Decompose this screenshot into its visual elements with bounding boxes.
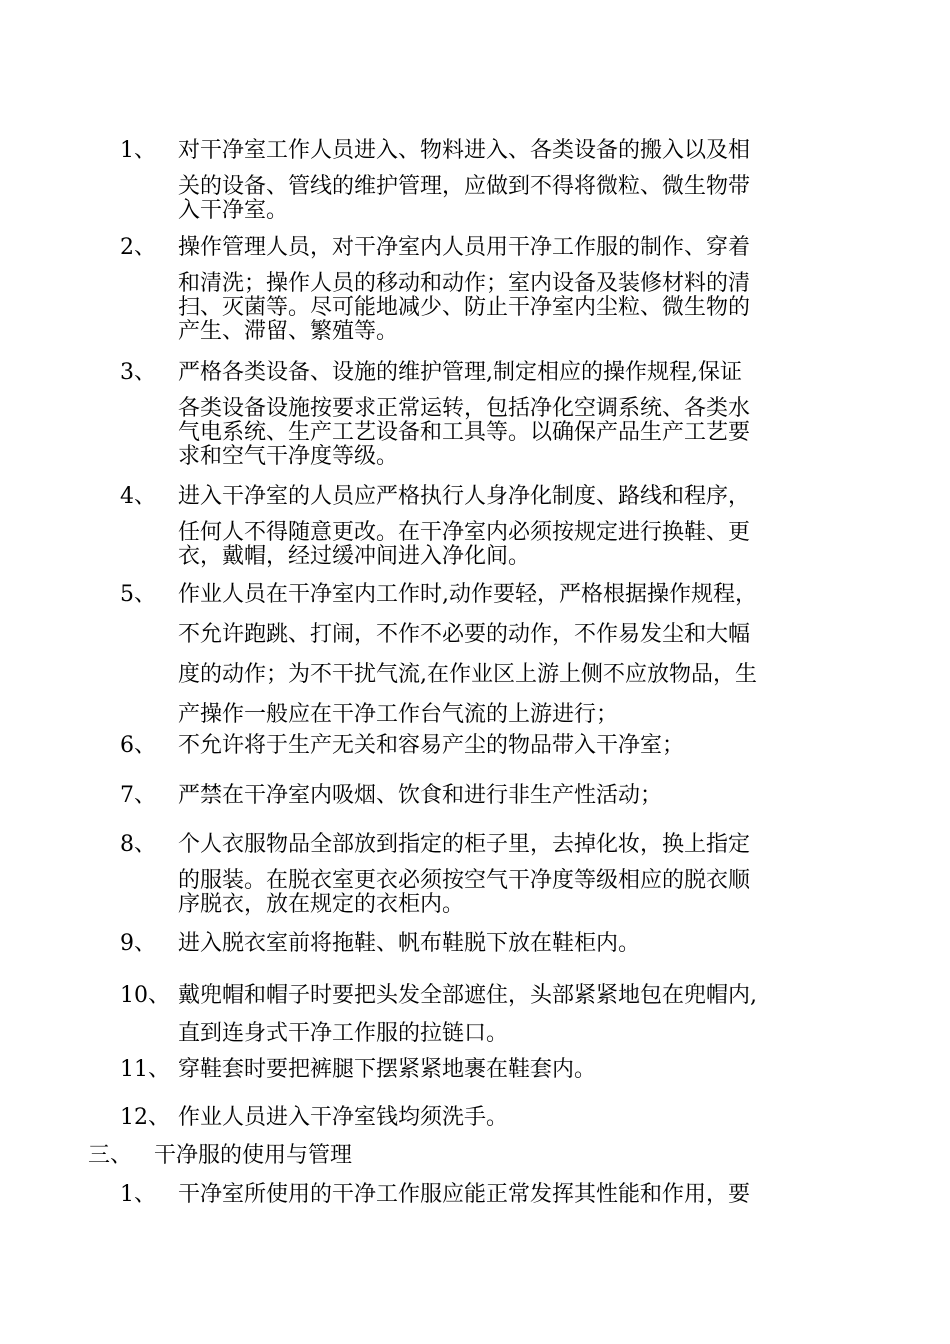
- text-line: 严格各类设备、设施的维护管理,制定相应的操作规程,保证: [178, 360, 742, 385]
- list-item-number: 3、: [120, 360, 156, 385]
- text-line: 操作管理人员，对干净室内人员用干净工作服的制作、穿着: [178, 235, 751, 260]
- text-line: 关的设备、管线的维护管理，应做到不得将微粒、微生物带: [178, 174, 751, 199]
- list-item-number: 7、: [120, 783, 156, 808]
- list-item-number: 10、: [120, 983, 170, 1008]
- text-line: 扫、灭菌等。尽可能地减少、防止干净室内尘粒、微生物的: [178, 295, 751, 320]
- list-item-text: [178, 731, 808, 761]
- list-item-number: 12、: [120, 1105, 170, 1130]
- list-item-number: 4、: [120, 484, 156, 509]
- text-line: 入干净室。: [178, 198, 289, 223]
- list-item-number: 5、: [120, 582, 156, 607]
- text-line: 不允许将于生产无关和容易产尘的物品带入干净室；: [178, 733, 685, 758]
- list-item-text: [178, 830, 808, 920]
- list-item-text: [178, 1103, 808, 1133]
- list-item-text: [178, 981, 808, 1049]
- list-item-text: [178, 1180, 808, 1210]
- text-line: 穿鞋套时要把裤腿下摆紧紧地裹在鞋套内。: [178, 1057, 597, 1082]
- list-item-text: [178, 929, 808, 959]
- section-number: 三、: [88, 1143, 133, 1168]
- text-line: 进入干净室的人员应严格执行人身净化制度、路线和程序，: [178, 484, 751, 509]
- text-line: 各类设备设施按要求正常运转，包括净化空调系统、各类水: [178, 396, 751, 421]
- text-line: 序脱衣，放在规定的衣柜内。: [178, 892, 465, 917]
- text-line: 对干净室工作人员进入、物料进入、各类设备的搬入以及相: [178, 138, 751, 163]
- list-item-number: 1、: [120, 138, 156, 163]
- text-line: 不允许跑跳、打闹，不作不必要的动作，不作易发尘和大幅: [178, 622, 751, 647]
- list-item-text: [178, 136, 808, 226]
- text-line: 进入脱衣室前将拖鞋、帆布鞋脱下放在鞋柜内。: [178, 931, 641, 956]
- text-line: 和清洗；操作人员的移动和动作；室内设备及装修材料的清: [178, 271, 751, 296]
- section-title: 干净服的使用与管理: [154, 1143, 353, 1168]
- text-line: 产操作一般应在干净工作台气流的上游进行；: [178, 702, 619, 727]
- list-item-text: [178, 580, 808, 730]
- list-item-number: 2、: [120, 235, 156, 260]
- text-line: 直到连身式干净工作服的拉链口。: [178, 1021, 509, 1046]
- text-line: 个人衣服物品全部放到指定的柜子里，去掉化妆，换上指定: [178, 832, 751, 857]
- text-line: 气电系统、生产工艺设备和工具等。以确保产品生产工艺要: [178, 420, 751, 445]
- list-item-number: 9、: [120, 931, 156, 956]
- text-line: 产生、滞留、繁殖等。: [178, 319, 399, 344]
- text-line: 度的动作；为不干扰气流,在作业区上游上侧不应放物品，生: [178, 662, 757, 687]
- list-item-text: [178, 1055, 808, 1085]
- text-line: 的服装。在脱衣室更衣必须按空气干净度等级相应的脱衣顺: [178, 868, 751, 893]
- text-line: 戴兜帽和帽子时要把头发全部遮住，头部紧紧地包在兜帽内,: [178, 983, 757, 1008]
- text-line: 严禁在干净室内吸烟、饮食和进行非生产性活动；: [178, 783, 663, 808]
- list-item-text: [178, 482, 808, 572]
- list-item-number: 1、: [120, 1182, 156, 1207]
- text-line: 作业人员在干净室内工作时,动作要轻，严格根据操作规程，: [178, 582, 757, 607]
- text-line: 衣，戴帽，经过缓冲间进入净化间。: [178, 544, 531, 569]
- text-line: 干净室所使用的干净工作服应能正常发挥其性能和作用，要: [178, 1182, 751, 1207]
- list-item-number: 11、: [120, 1057, 170, 1082]
- text-line: 作业人员进入干净室钱均须洗手。: [178, 1105, 509, 1130]
- text-line: 求和空气干净度等级。: [178, 444, 399, 469]
- list-item-text: [178, 781, 808, 811]
- list-item-number: 8、: [120, 832, 156, 857]
- text-line: 任何人不得随意更改。在干净室内必须按规定进行换鞋、更: [178, 520, 751, 545]
- list-item-text: [178, 233, 808, 347]
- list-item-text: [178, 358, 808, 472]
- list-item-number: 6、: [120, 733, 156, 758]
